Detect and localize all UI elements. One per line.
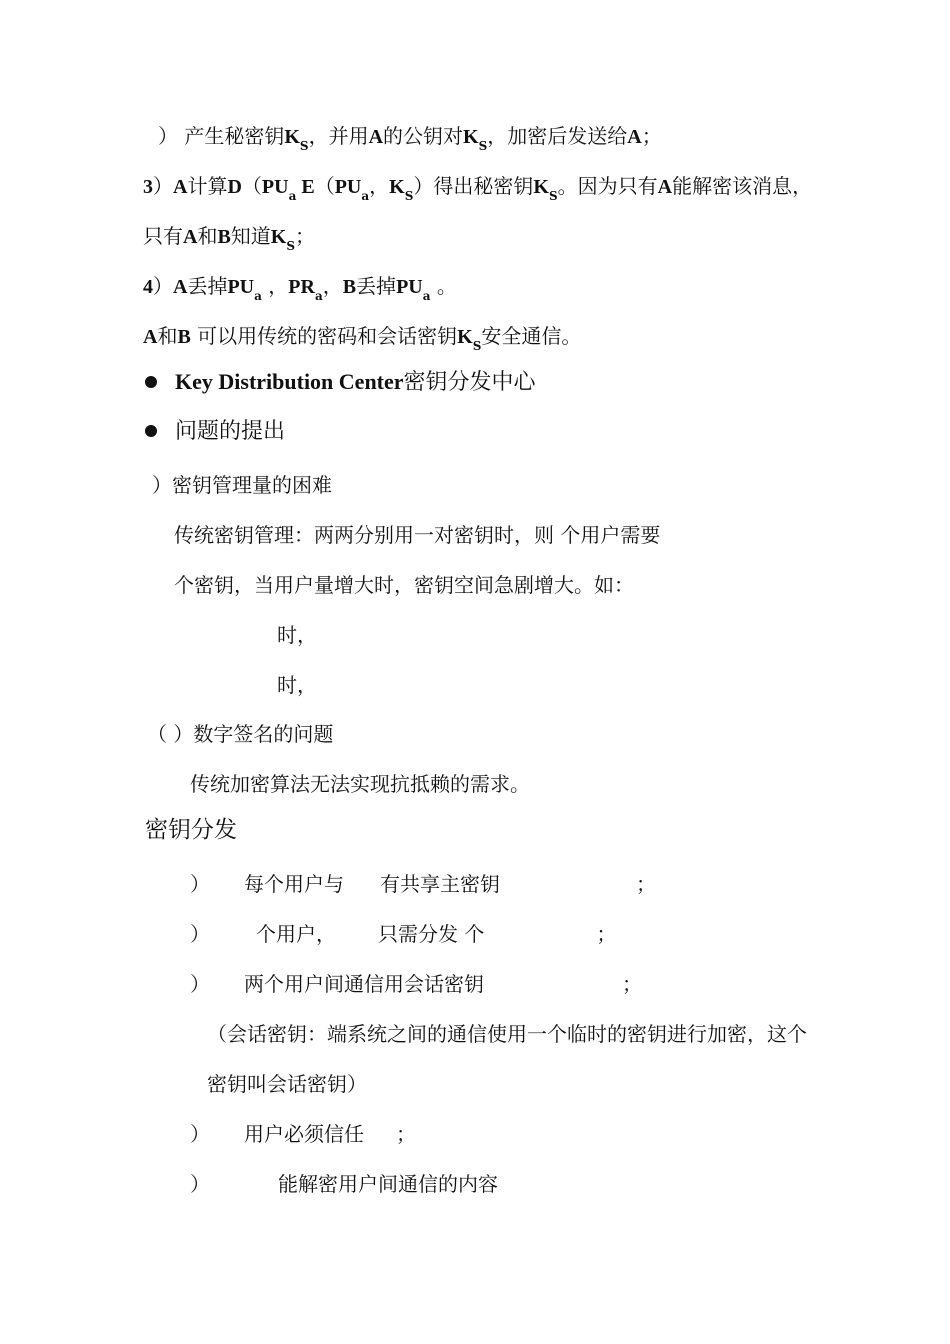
subscript: S [548, 189, 558, 203]
text-line-16 [190, 870, 656, 898]
text-segment: 每个用户与 [244, 872, 344, 896]
step-number: 4 [143, 276, 153, 298]
subscript: S [299, 139, 309, 153]
text-segment: 可以用传统的密码和会话密钥 [190, 324, 458, 348]
symbol-pr: PR [288, 276, 315, 298]
text-line-5 [143, 322, 581, 353]
symbol-k: K [284, 126, 300, 148]
text-segment: 丢掉 [356, 274, 397, 298]
text-segment: ） [153, 274, 173, 298]
text-segment: 。 [430, 274, 457, 298]
text-segment: 的公钥对 [383, 124, 464, 148]
text-segment: ； [295, 224, 316, 248]
bullet-icon [145, 376, 157, 388]
subscript: S [472, 339, 482, 353]
text-line-12: 时， [277, 673, 317, 697]
symbol-k: K [533, 176, 549, 198]
text-line-17 [190, 920, 616, 948]
text-segment: 能解密该消息， [672, 174, 813, 198]
symbol-a: A [173, 176, 188, 198]
text-segment: （ [241, 174, 262, 198]
subscript: S [478, 139, 488, 153]
text-line-8: ）密钥管理量的困难 [152, 473, 332, 497]
text-line-1 [158, 122, 662, 153]
symbol-a: A [143, 326, 158, 348]
text-segment: ； [396, 1122, 416, 1146]
text-line-2 [143, 172, 812, 203]
text-segment: ） 产生秘密钥 [158, 124, 285, 148]
text-line-11: 时， [277, 623, 317, 647]
symbol-pu: PU [261, 176, 289, 198]
symbol-pu: PU [334, 176, 362, 198]
heading-zh: 密钥分发中心 [403, 370, 536, 395]
text-segment: （ [314, 174, 335, 198]
text-segment: 知道 [230, 224, 271, 248]
text-line-4 [143, 272, 457, 303]
text-segment: 和 [157, 324, 178, 348]
text-segment: ， [322, 274, 343, 298]
text-segment: 。因为只有 [557, 174, 658, 198]
subscript: S [404, 189, 414, 203]
heading-zh: 问题的提出 [175, 419, 286, 444]
subscript: a [288, 189, 297, 203]
text-segment: 只需分发 个 [378, 922, 485, 946]
symbol-k: K [457, 326, 473, 348]
text-segment: ） [190, 872, 210, 896]
text-line-10: 个密钥，当用户量增大时，密钥空间急剧增大。如： [174, 573, 634, 597]
bullet-heading-kdc [145, 368, 536, 397]
text-line-19: （会话密钥：端系统之间的通信使用一个临时的密钥进行加密，这个 [207, 1022, 807, 1046]
symbol-pu: PU [396, 276, 423, 298]
text-segment: ）得出秘密钥 [413, 174, 534, 198]
text-line-13: （ ）数字签名的问题 [147, 722, 334, 746]
symbol-a: A [183, 226, 198, 248]
text-segment: ） [153, 174, 173, 198]
text-segment: 有共享主密钥 [380, 872, 500, 896]
text-segment: ； [622, 972, 642, 996]
section-heading-key-distribution: 密钥分发 [145, 817, 237, 843]
symbol-d: D [227, 176, 242, 198]
text-segment: ； [596, 922, 617, 946]
text-segment: ； [636, 872, 656, 896]
text-segment: ； [641, 124, 662, 148]
symbol-k: K [389, 176, 405, 198]
text-segment: 只有 [143, 224, 183, 248]
subscript: a [254, 289, 262, 303]
symbol-b: B [177, 326, 191, 348]
symbol-k: K [463, 126, 479, 148]
text-segment: ， [369, 174, 390, 198]
text-line-3 [143, 222, 315, 253]
text-segment: 个用户， [256, 922, 336, 946]
text-line-22 [190, 1170, 498, 1198]
text-segment: ， [261, 274, 289, 298]
symbol-a: A [657, 176, 673, 198]
text-segment: ，加密后发送给 [487, 124, 628, 148]
heading-en: Key Distribution Center [175, 369, 404, 394]
text-segment: ） [190, 922, 210, 946]
text-line-9: 传统密钥管理：两两分别用一对密钥时，则 个用户需要 [174, 523, 661, 547]
text-segment: ，并用 [308, 124, 369, 148]
subscript: a [422, 289, 431, 303]
symbol-b: B [342, 276, 357, 298]
text-segment: 丢掉 [187, 274, 228, 298]
text-segment: ） [190, 972, 210, 996]
text-segment: 能解密用户间通信的内容 [278, 1172, 498, 1196]
text-segment: ） [190, 1172, 210, 1196]
text-segment: 用户必须信任 [244, 1122, 364, 1146]
text-segment: 和 [197, 224, 218, 248]
text-segment: 安全通信。 [481, 324, 582, 348]
text-line-20: 密钥叫会话密钥） [207, 1072, 367, 1096]
symbol-k: K [270, 226, 287, 248]
text-line-14: 传统加密算法无法实现抗抵赖的需求。 [190, 772, 530, 796]
subscript: S [286, 239, 296, 253]
symbol-a: A [627, 126, 642, 148]
bullet-heading-problem [145, 418, 285, 446]
symbol-a: A [173, 276, 188, 298]
text-segment: ） [190, 1122, 210, 1146]
subscript: a [361, 189, 370, 203]
text-segment: 两个用户间通信用会话密钥 [244, 972, 484, 996]
text-line-21 [190, 1120, 416, 1148]
symbol-b: B [217, 226, 231, 248]
symbol-a: A [368, 126, 384, 148]
symbol-pu: PU [227, 276, 255, 298]
text-segment: 计算 [187, 174, 228, 198]
text-line-18 [190, 970, 642, 998]
step-number: 3 [143, 176, 153, 198]
symbol-e: E [296, 176, 315, 198]
subscript: a [314, 289, 323, 303]
bullet-icon [145, 425, 157, 437]
